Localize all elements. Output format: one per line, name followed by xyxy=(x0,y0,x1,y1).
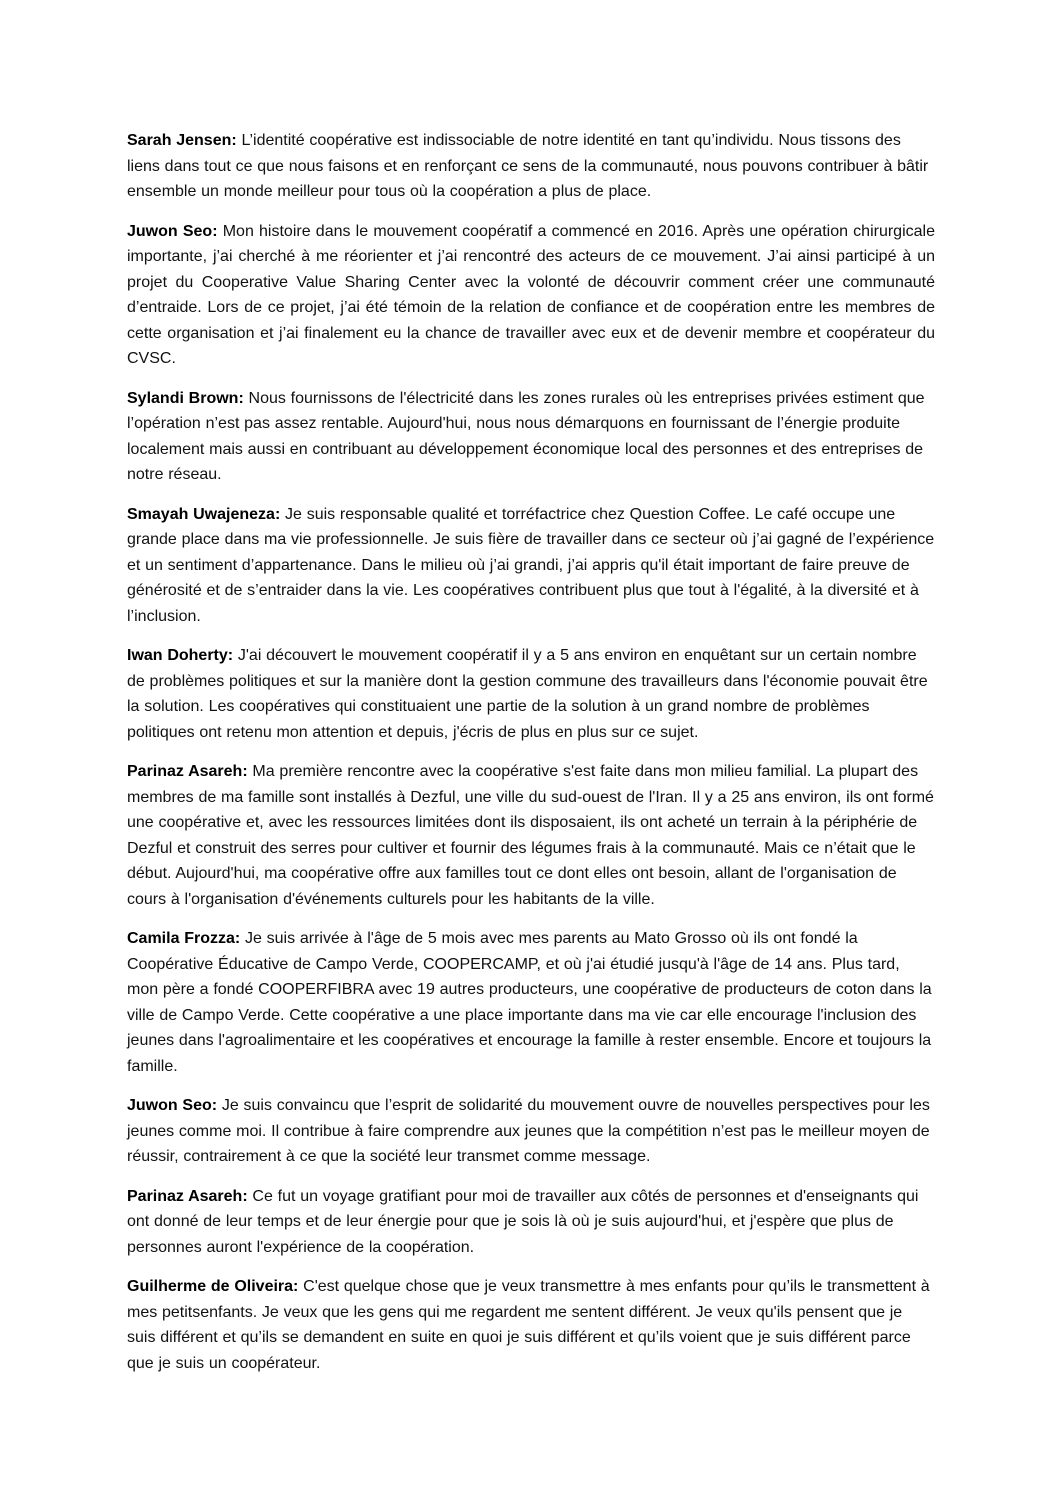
speaker-name: Juwon Seo: xyxy=(127,222,218,240)
paragraph xyxy=(127,219,935,372)
paragraph-text: J'ai découvert le mouvement coopératif il y a 5 ans environ en enquêtant sur un certain nombre de problèmes politiques et sur la manière dont la gestion commune des travailleurs dans l'économie pouvait être la solution. Les coopératives qui constituaient une partie de la solution à un grand nombre de problèmes politiques ont retenu mon attention et depuis, j'écris de plus en plus sur ce sujet. xyxy=(127,647,928,741)
paragraph-text: Je suis responsable qualité et torréfactrice chez Question Coffee. Le café occupe une grande place dans ma vie professionnelle. Je suis fière de travailler dans ce secteur où j’ai gagné de l’expérience et un sentiment d’appartenance. Dans le milieu où j’ai grandi, j’ai appris qu'il était important de faire preuve de générosité et de s’entraider dans la vie. Les coopératives contribuent plus que tout à l'égalité, à la diversité et à l’inclusion. xyxy=(127,505,935,625)
document-body xyxy=(127,128,935,1376)
speaker-name: Parinaz Asareh: xyxy=(127,763,248,780)
speaker-name: Guilherme de Oliveira: xyxy=(127,1278,299,1295)
speaker-name: Juwon Seo: xyxy=(127,1097,218,1114)
paragraph-text: Je suis convaincu que l’esprit de solidarité du mouvement ouvre de nouvelles perspectives pour les jeunes comme moi. Il contribue à faire comprendre aux jeunes que la compétition n’est pas le meilleur moyen de réussir, contrairement à ce que la société leur transmet comme message. xyxy=(127,1097,930,1165)
paragraph xyxy=(127,502,935,630)
paragraph xyxy=(127,926,935,1079)
paragraph-text: Mon histoire dans le mouvement coopératif a commencé en 2016. Après une opération chirurgicale importante, j’ai cherché à me réorienter et j’ai rencontré des acteurs de ce mouvement. J’ai ainsi participé à un projet du Cooperative Value Sharing Center avec la volonté de découvrir comment créer une communauté d’entraide. Lors de ce projet, j’ai été témoin de la relation de confiance et de coopération entre les membres de cette organisation et j’ai finalement eu la chance de travailler avec eux et de devenir membre et coopérateur du CVSC. xyxy=(127,222,935,367)
speaker-name: Smayah Uwajeneza: xyxy=(127,505,281,523)
paragraph xyxy=(127,386,935,488)
paragraph-text: Je suis arrivée à l'âge de 5 mois avec mes parents au Mato Grosso où ils ont fondé la Coopérative Éducative de Campo Verde, COOPERCAMP, et où j'ai étudié jusqu'à l'âge de 14 ans. Plus tard, mon père a fondé COOPERFIBRA avec 19 autres producteurs, une coopérative de producteurs de coton dans la ville de Campo Verde. Cette coopérative a une place importante dans ma vie car elle encourage l'inclusion des jeunes dans l'agroalimentaire et les coopératives et encourage la famille à rester ensemble. Encore et toujours la famille. xyxy=(127,930,932,1075)
speaker-name: Camila Frozza: xyxy=(127,930,241,947)
paragraph xyxy=(127,1093,935,1170)
speaker-name: Parinaz Asareh: xyxy=(127,1187,248,1205)
paragraph xyxy=(127,643,935,745)
paragraph-text: Ma première rencontre avec la coopérative s'est faite dans mon milieu familial. La plupart des membres de ma famille sont installés à Dezful, une ville du sud-ouest de l'Iran. Il y a 25 ans environ, ils ont formé une coopérative et, avec les ressources limitées dont ils disposaient, ils ont acheté un terrain à la périphérie de Dezful et construit des serres pour cultiver et fournir des légumes frais à la communauté. Mais ce n’était que le début. Aujourd'hui, ma coopérative offre aux familles tout ce dont elles ont besoin, allant de l'organisation de cours à l'organisation d'événements culturels pour les habitants de la ville. xyxy=(127,763,934,908)
paragraph xyxy=(127,759,935,912)
speaker-name: Iwan Doherty: xyxy=(127,647,234,664)
paragraph xyxy=(127,1184,935,1261)
paragraph xyxy=(127,128,935,205)
speaker-name: Sylandi Brown: xyxy=(127,389,244,407)
speaker-name: Sarah Jensen: xyxy=(127,132,237,149)
paragraph-text: Nous fournissons de l'électricité dans les zones rurales où les entreprises privées estiment que l’opération n’est pas assez rentable. Aujourd'hui, nous nous démarquons en fournissant de l’énergie produite localement mais aussi en contribuant au développement économique local des personnes et des entreprises de notre réseau. xyxy=(127,389,925,483)
paragraph-text: Ce fut un voyage gratifiant pour moi de travailler aux côtés de personnes et d'enseignants qui ont donné de leur temps et de leur énergie pour que je sois là où je suis aujourd'hui, et j'espère que plus de personnes auront l'expérience de la coopération. xyxy=(127,1187,919,1256)
paragraph-text: L’identité coopérative est indissociable de notre identité en tant qu’individu. Nous tissons des liens dans tout ce que nous faisons et en renforçant ce sens de la communauté, nous pouvons contribuer à bâtir ensemble un monde meilleur pour tous où la coopération a plus de place. xyxy=(127,132,929,200)
paragraph xyxy=(127,1274,935,1376)
paragraph-text: C'est quelque chose que je veux transmettre à mes enfants pour qu’ils le transmettent à mes petitsenfants. Je veux que les gens qui me regardent me sentent différent. Je veux qu'ils pensent que je suis différent et qu’ils se demandent en suite en quoi je suis différent et qu’ils voient que je suis différent parce que je suis un coopérateur. xyxy=(127,1278,930,1372)
